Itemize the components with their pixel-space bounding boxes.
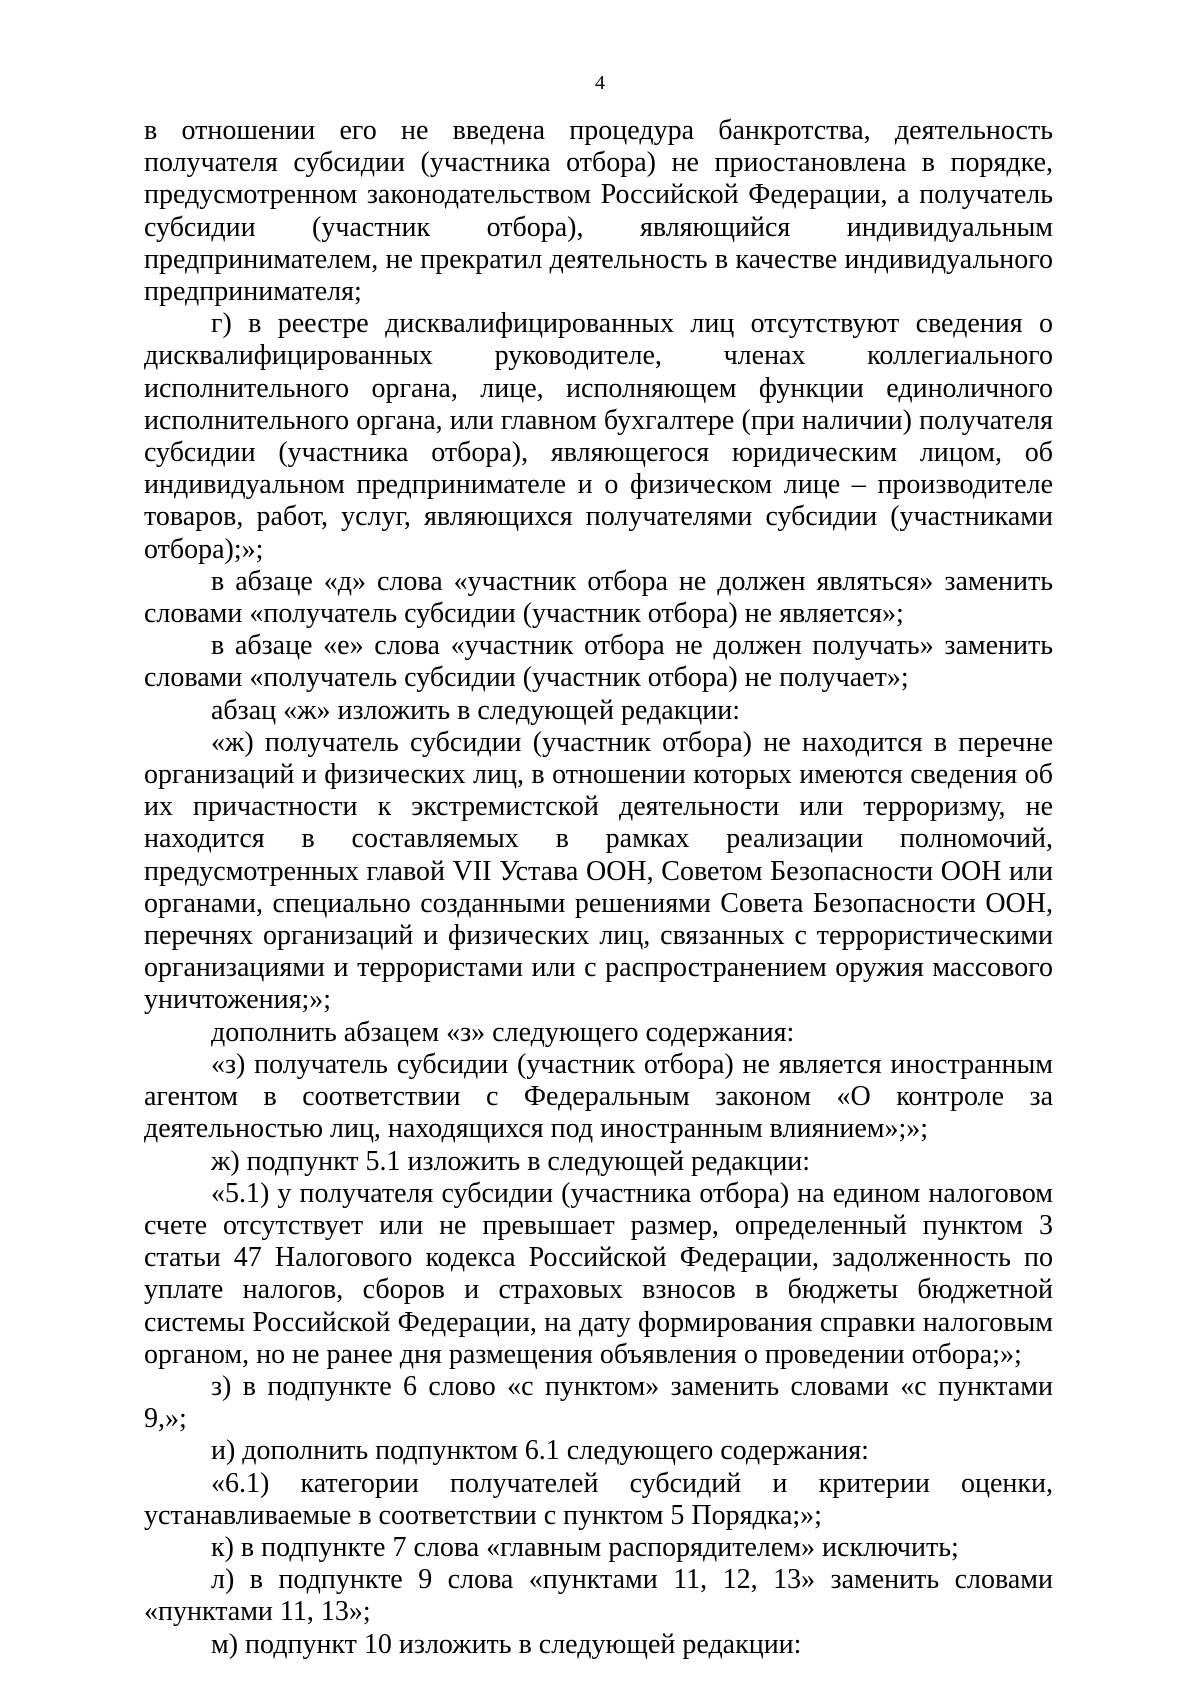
paragraph: абзац «ж» изложить в следующей редакции:: [211, 694, 741, 726]
paragraph: в отношении его не введена процедура банкротства, деятельность получателя субсидии (участника отбора) не приостановлена в порядке, предусмотренном законодательством Российской Федерации, а получатель субсидии (участник отбора), являющийся индивидуальным предпринимателем, не прекратил деятельность в качестве индивидуального предпринимателя;: [144, 115, 1053, 308]
paragraph: л) в подпункте 9 слова «пунктами 11, 12, 13» заменить словами «пунктами 11, 13»;: [144, 1564, 1053, 1628]
paragraph: и) дополнить подпунктом 6.1 следующего содержания:: [211, 1435, 869, 1467]
page-number: 4: [595, 72, 605, 94]
paragraph: в абзаце «д» слова «участник отбора не должен являться» заменить словами «получатель субсидии (участник отбора) не является»;: [144, 565, 1053, 630]
paragraph: дополнить абзацем «з» следующего содержания:: [211, 1016, 795, 1048]
paragraph: ж) подпункт 5.1 изложить в следующей редакции:: [211, 1145, 811, 1177]
paragraph: «5.1) у получателя субсидии (участника отбора) на едином налоговом счете отсутствует или не превышает размер, определенный пунктом 3 статьи 47 Налогового кодекса Российской Федерации, задолженность по уплате налогов, сборов и страховых взносов в бюджеты бюджетной системы Российской Федерации, на дату формирования справки налоговым органом, но не ранее дня размещения объявления о проведении отбора;»;: [144, 1177, 1053, 1370]
paragraph: г) в реестре дисквалифицированных лиц отсутствуют сведения о дисквалифицированных руководителе, членах коллегиального исполнительного органа, лице, исполняющем функции единоличного исполнительного органа, или главном бухгалтере (при наличии) получателя субсидии (участника отбора), являющегося юридическим лицом, об индивидуальном предпринимателе и о физическом лице – производителе товаров, работ, услуг, являющихся получателями субсидии (участниками отбора);»;: [144, 308, 1053, 565]
document-body: [144, 115, 1053, 1661]
paragraph: м) подпункт 10 изложить в следующей редакции:: [211, 1628, 802, 1660]
paragraph: «6.1) категории получателей субсидий и критерии оценки, устанавливаемые в соответствии с пунктом 5 Порядка;»;: [144, 1467, 1053, 1531]
paragraph: «з) получатель субсидии (участник отбора) не является иностранным агентом в соответствии с Федеральным законом «О контроле за деятельностью лиц, находящихся под иностранным влиянием»;»;: [144, 1048, 1053, 1145]
paragraph: к) в подпункте 7 слова «главным распорядителем» исключить;: [211, 1531, 959, 1563]
paragraph: в абзаце «е» слова «участник отбора не должен получать» заменить словами «получатель субсидии (участник отбора) не получает»;: [144, 630, 1053, 694]
paragraph: «ж) получатель субсидии (участник отбора) не находится в перечне организаций и физических лиц, в отношении которых имеются сведения об их причастности к экстремистской деятельности или терроризму, не находится в составляемых в рамках реализации полномочий, предусмотренных главой VII Устава ООН, Советом Безопасности ООН или органами, специально созданными решениями Совета Безопасности ООН, перечнях организаций и физических лиц, связанных с террористическими организациями и террористами или с распространением оружия массового уничтожения;»;: [144, 726, 1053, 1016]
paragraph: з) в подпункте 6 слово «с пунктом» заменить словами «с пунктами 9,»;: [144, 1370, 1053, 1435]
